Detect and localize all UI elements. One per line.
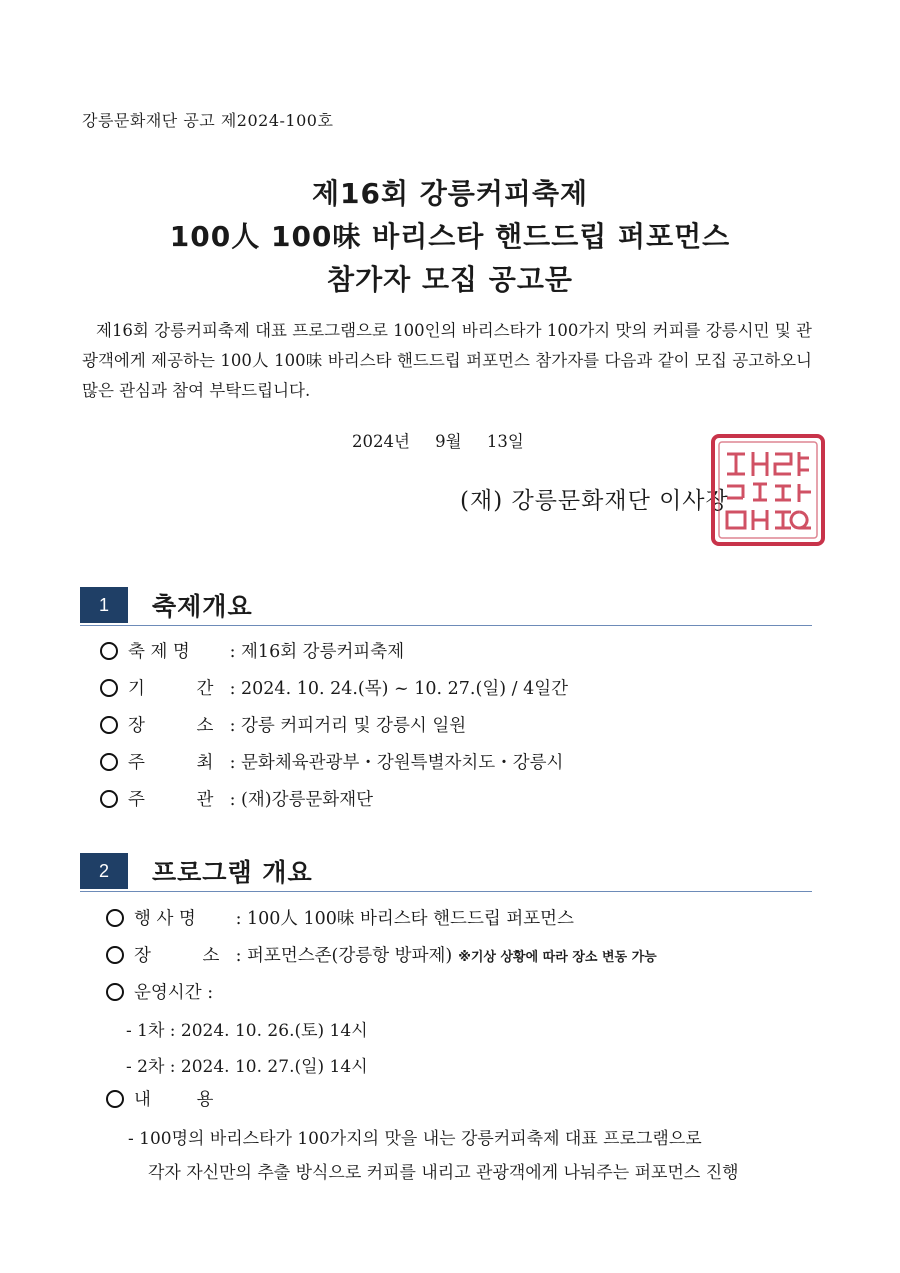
content-line-1: - 100명의 바리스타가 100가지의 맛을 내는 강릉커피축제 대표 프로그램으로 <box>128 1129 702 1149</box>
circle-bullet-icon <box>106 946 124 964</box>
section-2-number: 2 <box>80 853 128 889</box>
title-line-2: 100人 100味 바리스타 핸드드립 퍼포먼스 <box>169 220 731 253</box>
festival-venue-item: 장 소 : 강릉 커피거리 및 강릉시 일원 <box>100 712 466 737</box>
section-1-number: 1 <box>80 587 128 623</box>
section-1-title: 축제개요 <box>152 592 253 621</box>
content-description <box>128 1122 812 1190</box>
section-2-header <box>80 851 812 892</box>
circle-bullet-icon <box>100 642 118 660</box>
circle-bullet-icon <box>106 909 124 927</box>
event-name-item: 행 사 명 : 100人 100味 바리스타 핸드드립 퍼포먼스 <box>106 905 574 930</box>
circle-bullet-icon <box>106 983 124 1001</box>
festival-organizer-item: 주 관 : (재)강릉문화재단 <box>100 786 373 811</box>
title-line-1: 제16회 강릉커피축제 <box>311 177 589 210</box>
circle-bullet-icon <box>100 679 118 697</box>
schedule-round-2: - 2차 : 2024. 10. 27.(일) 14시 <box>126 1057 368 1077</box>
intro-paragraph: 제16회 강릉커피축제 대표 프로그램으로 100인의 바리스타가 100가지 맛의 커피를 강릉시민 및 관광객에게 제공하는 100人 100味 바리스타 핸드드립 퍼포먼스 참가자를 다음과 같이 모집 공고하오니 많은 관심과 참여 부탁드립니다. <box>82 321 812 400</box>
content-item: 내 용 <box>106 1086 213 1111</box>
notice-number: 강릉문화재단 공고 제2024-100호 <box>82 111 334 130</box>
circle-bullet-icon <box>100 790 118 808</box>
content-line-2: 각자 자신만의 추출 방식으로 커피를 내리고 관광객에게 나눠주는 퍼포먼스 진행 <box>148 1163 739 1183</box>
operating-hours-item: 운영시간 : <box>106 979 213 1004</box>
festival-period-item: 기 간 : 2024. 10. 24.(목) ~ 10. 27.(일) / 4일간 <box>100 675 568 700</box>
festival-name-item: 축 제 명 : 제16회 강릉커피축제 <box>100 638 404 663</box>
schedule-round-1: - 1차 : 2024. 10. 26.(토) 14시 <box>126 1021 368 1041</box>
circle-bullet-icon <box>100 753 118 771</box>
section-1-header <box>80 585 812 626</box>
event-venue-item: 장 소 : 퍼포먼스존(강릉항 방파제) ※기상 상황에 따라 장소 변동 가능 <box>106 942 657 967</box>
section-2-title: 프로그램 개요 <box>152 858 313 887</box>
circle-bullet-icon <box>100 716 118 734</box>
notice-date: 2024년 9월 13일 <box>352 432 524 451</box>
official-seal-icon <box>709 432 827 548</box>
festival-host-item: 주 최 : 문화체육관광부・강원특별자치도・강릉시 <box>100 749 563 774</box>
signer-name: (재) 강릉문화재단 이사장 <box>460 488 729 514</box>
weather-note: ※기상 상황에 따라 장소 변동 가능 <box>458 950 657 965</box>
title-line-3: 참가자 모집 공고문 <box>327 263 573 296</box>
circle-bullet-icon <box>106 1090 124 1108</box>
